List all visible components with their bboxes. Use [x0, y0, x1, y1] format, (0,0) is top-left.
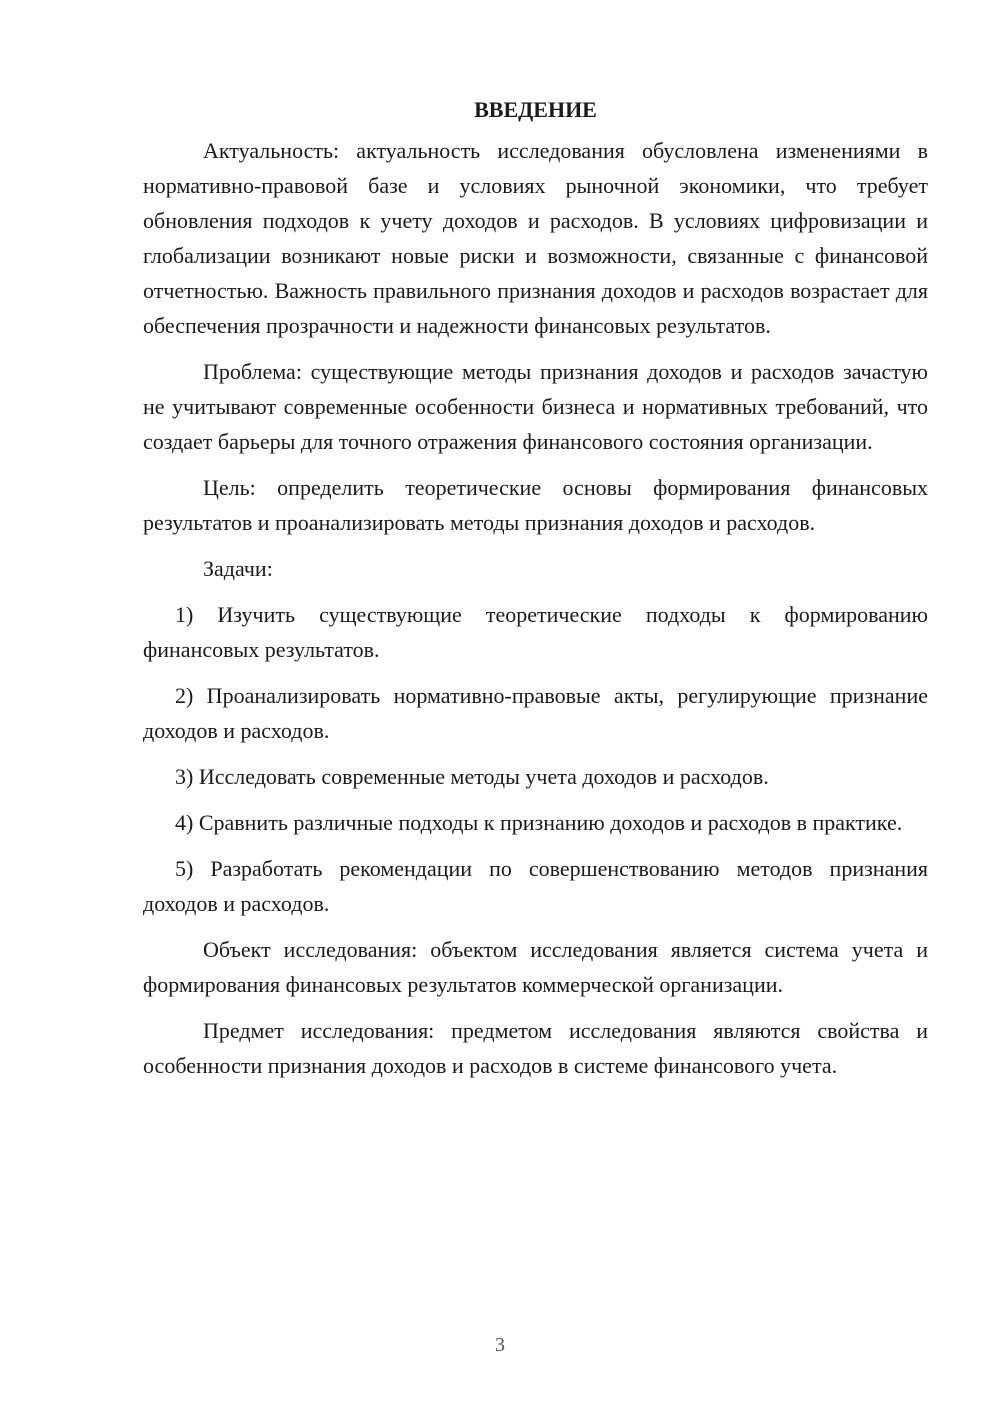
tasks-list — [143, 597, 928, 921]
page-title: ВВЕДЕНИЕ — [474, 97, 597, 122]
list-item: 5) Разработать рекомендации по совершенствованию методов признания доходов и расходов. — [143, 856, 928, 916]
list-item: 2) Проанализировать нормативно-правовые акты, регулирующие признание доходов и расходов. — [143, 683, 928, 743]
paragraph-object: Объект исследования: объектом исследования является система учета и формирования финансовых результатов коммерческой организации. — [143, 937, 928, 997]
paragraph-goal: Цель: определить теоретические основы формирования финансовых результатов и проанализировать методы признания доходов и расходов. — [143, 475, 928, 535]
tasks-heading: Задачи: — [203, 556, 273, 581]
page-number: 3 — [495, 1334, 505, 1356]
list-item: 1) Изучить существующие теоретические подходы к формированию финансовых результатов. — [143, 602, 928, 662]
document-page — [143, 92, 928, 1083]
paragraph-relevance: Актуальность: актуальность исследования обусловлена изменениями в нормативно-правовой базе и условиях рыночной экономики, что требует обновления подходов к учету доходов и расходов. В условиях цифровизации и глобализации возникают новые риски и возможности, связанные с финансовой отчетностью. Важность правильного признания доходов и расходов возрастает для обеспечения прозрачности и надежности финансовых результатов. — [143, 138, 928, 338]
paragraph-subject: Предмет исследования: предметом исследования являются свойства и особенности признания доходов и расходов в системе финансового учета. — [143, 1018, 928, 1078]
paragraph-problem: Проблема: существующие методы признания доходов и расходов зачастую не учитывают современные особенности бизнеса и нормативных требований, что создает барьеры для точного отражения финансового состояния организации. — [143, 359, 928, 454]
list-item: 3) Исследовать современные методы учета доходов и расходов. — [175, 764, 769, 789]
list-item: 4) Сравнить различные подходы к признанию доходов и расходов в практике. — [175, 810, 903, 835]
